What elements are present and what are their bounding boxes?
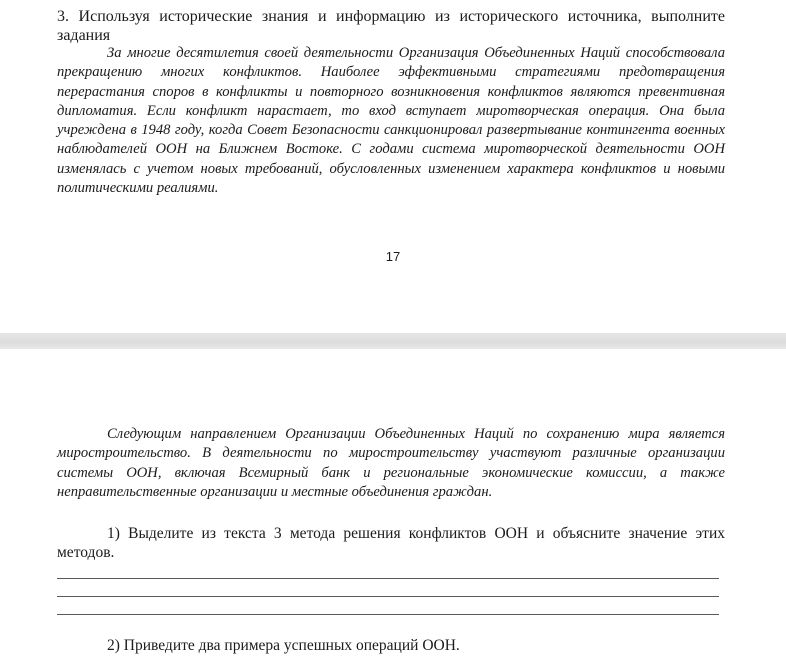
page-number: 17 [385, 249, 401, 264]
source-text-part1: За многие десятилетия своей деятельности Организация Объединенных Наций способствовала прекращению многих конфликтов. Наиболее эффективными стратегиями предотвращения перерастания споров в конфликты и повторного возникновения конфликтов являются превентивная дипломатия. Если конфликт нарастает, то вход вступает миротворческая операция. Она была учреждена в 1948 году, когда Совет Безопасности санкционировал развертывание контингента военных наблюдателей ООН на Ближнем Востоке. С годами система миротворческой деятельности ООН изменялась с учетом новых требований, обусловленных изменением характера конфликтов и новыми политическими реалиями. [57, 45, 725, 197]
answer-line [57, 596, 719, 597]
task-header: 3. Используя исторические знания и информацию из исторического источника, выполните задания [57, 8, 725, 44]
question-2: 2) Приведите два примера успешных операций ООН. [107, 637, 460, 654]
answer-line [57, 578, 719, 579]
source-text-part2: Следующим направлением Организации Объединенных Наций по сохранению мира является миростроительство. В деятельности по миростроительству участвуют различные организации системы ООН, включая Всемирный банк и региональные экономические комиссии, а также неправительственные организации и местные объединения граждан. [57, 426, 725, 500]
page-lower [0, 349, 786, 665]
page-break [0, 333, 786, 349]
answer-line [57, 614, 719, 615]
question-1: 1) Выделите из текста 3 метода решения конфликтов ООН и объясните значение этих методов. [57, 525, 725, 561]
